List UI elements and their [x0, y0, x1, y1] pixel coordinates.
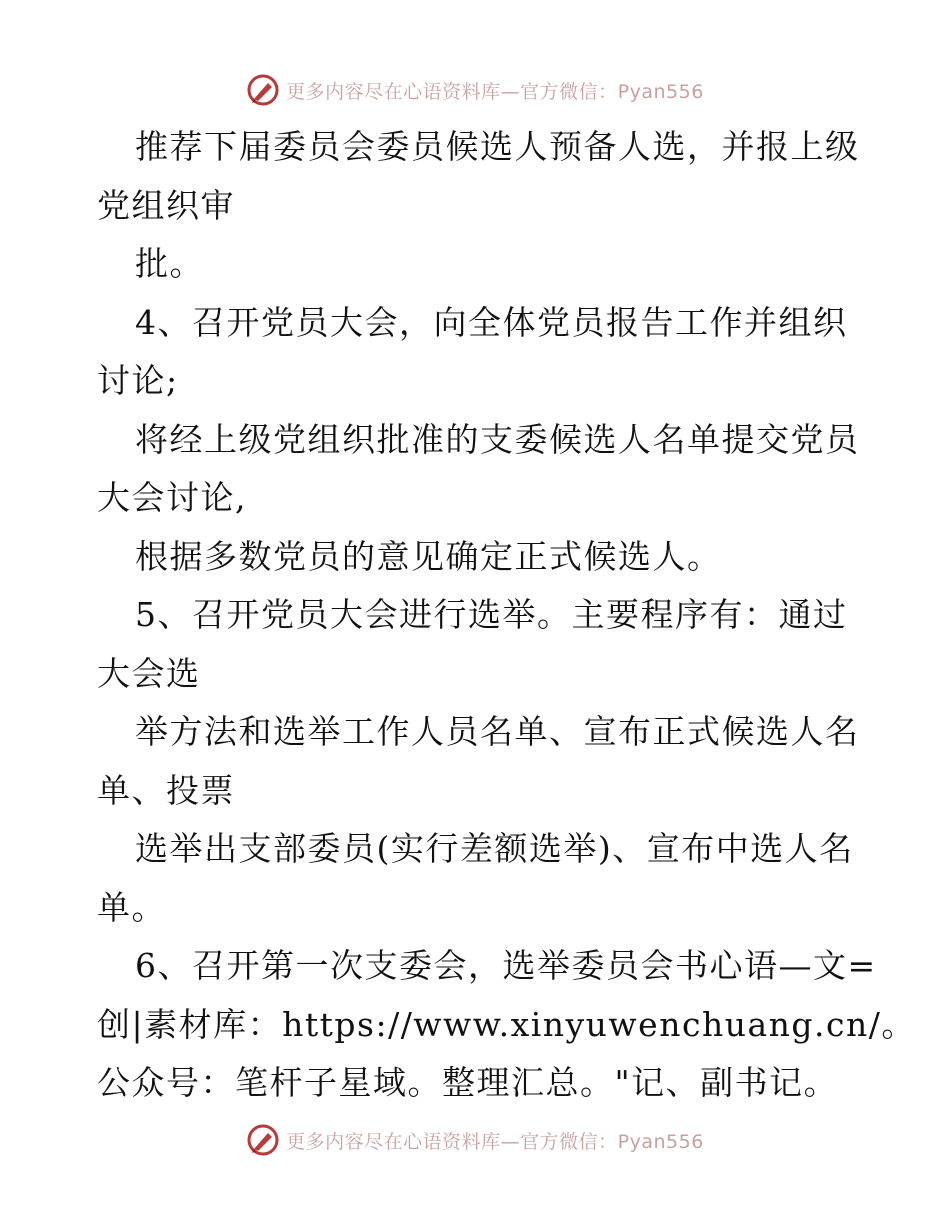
text-line: 6、召开第一次支委会，选举委员会书心语—文=	[135, 946, 877, 985]
text-line: 单、投票	[97, 770, 235, 810]
text-line: 推荐下届委员会委员候选人预备人选，并报上级	[135, 127, 860, 166]
text-line: 选举出支部委员(实行差额选举)、宣布中选人名	[135, 829, 854, 868]
text-line: 大会讨论,	[97, 478, 247, 517]
text-line: 4、召开党员大会，向全体党员报告工作并组织	[135, 302, 848, 342]
text-line: 党组织审	[97, 185, 235, 225]
text-line: 创|素材库：https://www.xinyuwenchuang.cn/。	[97, 1004, 916, 1044]
text-line: 批。	[135, 244, 204, 283]
watermark-banner-top	[0, 70, 950, 110]
text-line: 大会选	[97, 653, 201, 693]
watermark-text: 更多内容尽在心语资料库—官方微信：Pyan556	[286, 1130, 704, 1153]
text-line: 公众号：笔杆子星域。整理汇总。"记、副书记。	[97, 1063, 839, 1102]
text-line: 5、召开党员大会进行选举。主要程序有：通过	[135, 595, 848, 634]
text-line: 根据多数党员的意见确定正式候选人。	[135, 536, 722, 576]
text-line: 单。	[97, 887, 166, 927]
pen-logo-icon	[246, 73, 280, 107]
text-line: 举方法和选举工作人员名单、宣布正式候选人名	[135, 712, 860, 751]
text-line: 将经上级党组织批准的支委候选人名单提交党员	[135, 419, 860, 459]
watermark-text: 更多内容尽在心语资料库—官方微信：Pyan556	[286, 80, 704, 103]
pen-logo-icon	[246, 1123, 280, 1157]
document-body	[97, 118, 916, 1113]
watermark-banner-bottom	[0, 1120, 950, 1160]
text-line: 讨论;	[97, 361, 179, 400]
